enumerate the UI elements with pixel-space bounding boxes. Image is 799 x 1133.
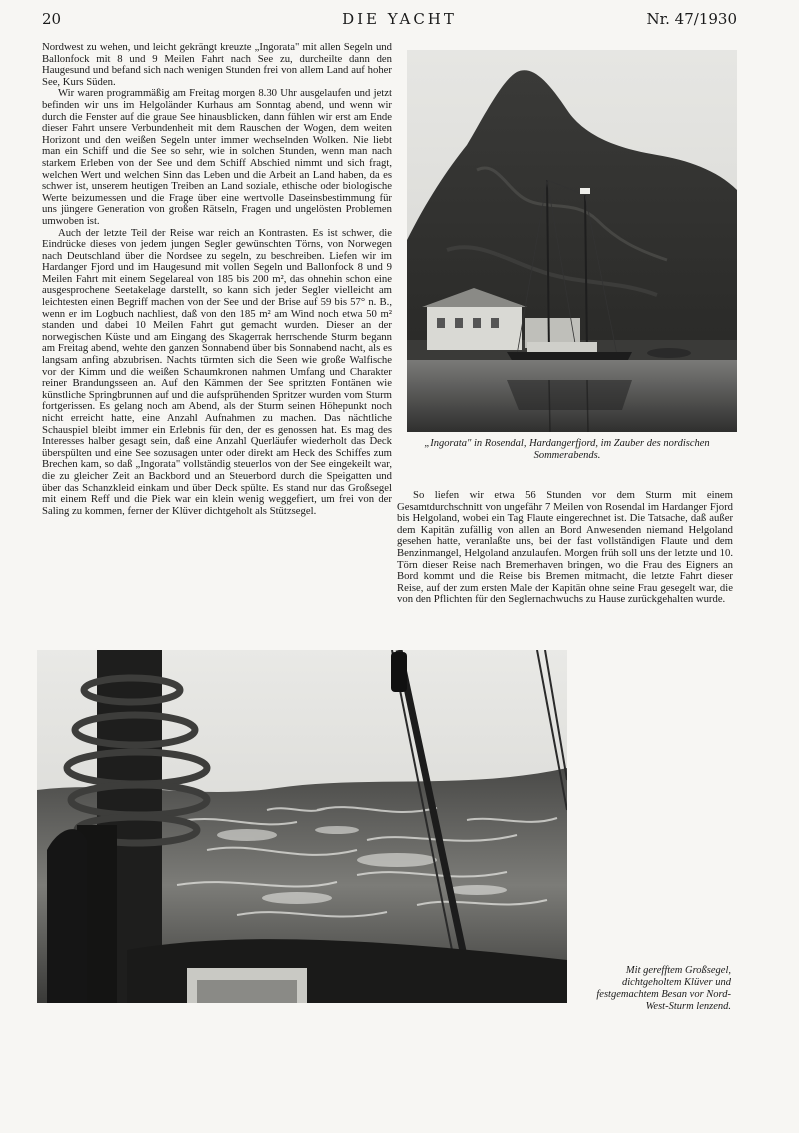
photo-storm-at-sea [37, 650, 567, 1003]
paragraph: So liefen wir etwa 56 Stunden vor dem Sturm mit einem Gesamtdurchschnitt von ungefähr 7 Meilen von Rosendal im Hardanger Fjord bis Helgoland, wobei ein Tag Flaute eingerechnet ist. Die Tatsache, daß außer dem Kapitän zufällig von allen an Bord Anwesenden niemand Helgoland gesehen hatte, veranlaßte uns, bei der fast vollständigen Flaute und dem Benzinmangel, Helgoland anzulaufen. Morgen früh soll uns der letzte und 10. Törn dieser Reise nach Bremerhaven bringen, wo die Frau des Eigners an Bord kommt und die Reise bis Bremen mitmacht, die letzte Fahrt dieser Reise, auf der zum ersten Male der Kapitän ohne seine Frau gesegelt war, die von den Pflichten für den Seglernachwuchs zu Hause zurückgehalten wurde. [397, 489, 733, 606]
paragraph: Wir waren programmäßig am Freitag morgen 8.30 Uhr ausgelaufen und jetzt befinden wir uns im Helgoländer Kurhaus am Sonntag abend, und wenn wir durch die Fenster auf die graue See hinausblicken, dann fühlen wir erst am Ende dieser Fahrt unsere Verbundenheit mit dem Rauschen der Wogen, dem weiten Horizont und den weißen Segeln unter immer wechselnden Wolken. Nie liebt man ein Schiff und die See so sehr, wie in solchen Stunden, wenn man nach starkem Erleben von der See und dem Schiff Abschied nimmt und sich fragt, welchen Wert und welchen Sinn das Leben und die Arbeit an Land haben, da es schwer ist, unserem heutigen Treiben an Land soziale, ethische oder biologische Werte beizumessen und die Frage über eine wertvolle Daseinsbestimmung für uns jüngere Generation von großen Rätseln, Fragen und ungelösten Problemen umwoben ist. [42, 87, 392, 227]
journal-title: DIE YACHT [342, 10, 457, 28]
photo-yacht-in-fjord [407, 50, 737, 432]
photo-caption-storm: Mit gerefftem Großsegel, dichtgeholtem Klüver und festgemachtem Besan vor Nord-West-Sturm lenzend. [596, 965, 731, 1012]
storm-sea-illustration [37, 650, 567, 1003]
left-column [42, 42, 392, 517]
paragraph: Auch der letzte Teil der Reise war reich an Kontrasten. Es ist schwer, die Eindrücke dieses von jedem jungen Segler gewünschten Törns, von Norwegen nach Deutschland über die Nordsee zu segeln, zu beschreiben. Liefen wir im Hardanger Fjord und im Haugesund mit vollen Segeln und Ballonfock 8 und 9 Meilen Fahrt mit einem Segelareal von 185 bis 200 m², das ohnehin schon eine ausgesprochene Seetakelage darstellt, so kann sich jeder Segler vielleicht am leichtesten einen Begriff machen von der See und der Brise auf 59 bis 57° n. B., wenn er im Logbuch nachliest, daß von den 185 m² am Wind noch etwa 50 m² standen und dabei 10 Meilen Fahrt gut gemacht wurden. Dieser an der norwegischen Küste und am Eingang des Skagerrak herrschende Sturm begann am Freitag abend, wehte den ganzen Sonnabend über bis Sonnabend nacht, als es langsam anfing abzubrisen. Nachts türmten sich die Seen wie große Walfische vor der Kimm und die weißen Schaumkronen nahmen Umfang und Charakter reiner Brandungsseen an. Auf den Kämmen der See spritzten Fontänen wie künstliche Springbrunnen auf und die aufsprühenden Spritzer wurden vom Sturm fortgerissen. Es gelang noch am Abend, als der Sturm seinen Höhepunkt noch nicht erreicht hatte, eine Anzahl Aufnahmen zu machen. Das nächtliche Schauspiel bleibt immer ein Erlebnis für den, der es genossen hat. Es mag des Interesses halber gesagt sein, daß eine Anzahl Querläufer wiederholt das Deck überspülten und eine See sozusagen unter oder direkt am Heck des Schiffes zum Brechen kam, so daß „Ingorata" vollständig steuerlos von der See eingekeilt war, die zu gleicher Zeit an Backbord und an Steuerbord durch die Speigatten und über das Schanzkleid einkam und über Deck spülte. Es stand nur das Großsegel mit einem Reff und die Piek war ein klein wenig weggefiert, um frei von der Saling zu kommen, ferner der Klüver dichtgeholt als Stützsegel. [42, 226, 392, 517]
right-column [397, 490, 733, 606]
paragraph: Nordwest zu wehen, und leicht gekrängt kreuzte „Ingorata" mit allen Segeln und Ballonfock mit 8 und 9 Meilen Fahrt nach See zu, durcheilte dann den Haugesund und befand sich nach wenigen Stunden frei von allem Land auf hoher See, Kurs Süden. [42, 41, 392, 88]
photo-caption-fjord: „Ingorata" in Rosendal, Hardangerfjord, im Zauber des nordischen Sommerabends. [424, 438, 710, 461]
yacht-fjord-illustration [407, 50, 737, 432]
page-number: 20 [42, 10, 62, 28]
issue-number: Nr. 47/1930 [646, 10, 737, 28]
